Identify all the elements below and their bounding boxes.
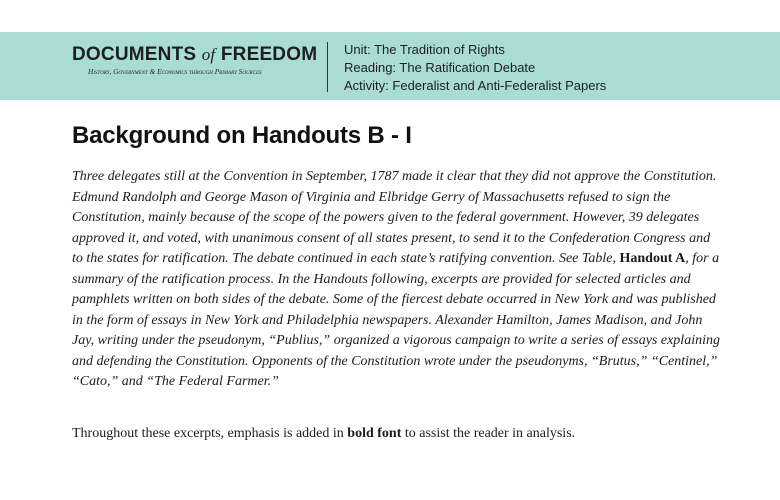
logo-title-documents: DOCUMENTS [72,44,202,65]
page-title: Background on Handouts B - I [72,122,412,149]
header-band [0,32,780,100]
background-paragraph [72,167,722,393]
unit-label: Unit: The Tradition of Rights [344,42,505,57]
logo-title-of: of [201,45,216,64]
logo-title [72,44,318,66]
paragraph-text-2: , for a summary of the ratification process. In the Handouts following, excerpts are provided for selected articles and pamphlets written on both sides of the debate. Some of the fiercest debate occurred in New York and was published in the form of essays in New York and Philadelphia newspapers. Alexander Hamilton, James Madison, and John Jay, writing under the pseudonym, “Publius,” organized a vigorous campaign to write a series of essays explaining and defending the Constitution. Opponents of the Constitution wrote under the pseudonyms, “Brutus,” “Centinel,” “Cato,” and “The Federal Farmer.” [72,251,720,389]
header-divider [327,42,328,92]
reading-label: Reading: The Ratification Debate [344,60,536,75]
paragraph-text-1: Three delegates still at the Convention in September, 1787 made it clear that they did not approve the Constitution. Edmund Randolph and George Mason of Virginia and Elbridge Gerry of Massachusetts refused to sign the Constitution, mainly because of the scope of the powers given to the federal government. However, 39 delegates approved it, and voted, with unanimous consent of all states present, to send it to the Confederation Congress and to the states for ratification. The debate continued in each state’s ratifying convention. See Table, [72,169,717,266]
handout-a-reference: Handout A [619,251,686,266]
unit-info [344,41,606,95]
note-text-1: Throughout these excerpts, emphasis is added in [72,426,348,441]
bold-font-term: bold font [347,426,402,441]
documents-of-freedom-logo [72,44,318,76]
logo-title-freedom: FREEDOM [215,44,318,65]
activity-label: Activity: Federalist and Anti-Federalist Papers [344,78,607,93]
emphasis-note [72,424,722,444]
note-text-2: to assist the reader in analysis. [401,426,576,441]
logo-subtitle: History, Government & Economics through Primary Sources [88,67,262,76]
